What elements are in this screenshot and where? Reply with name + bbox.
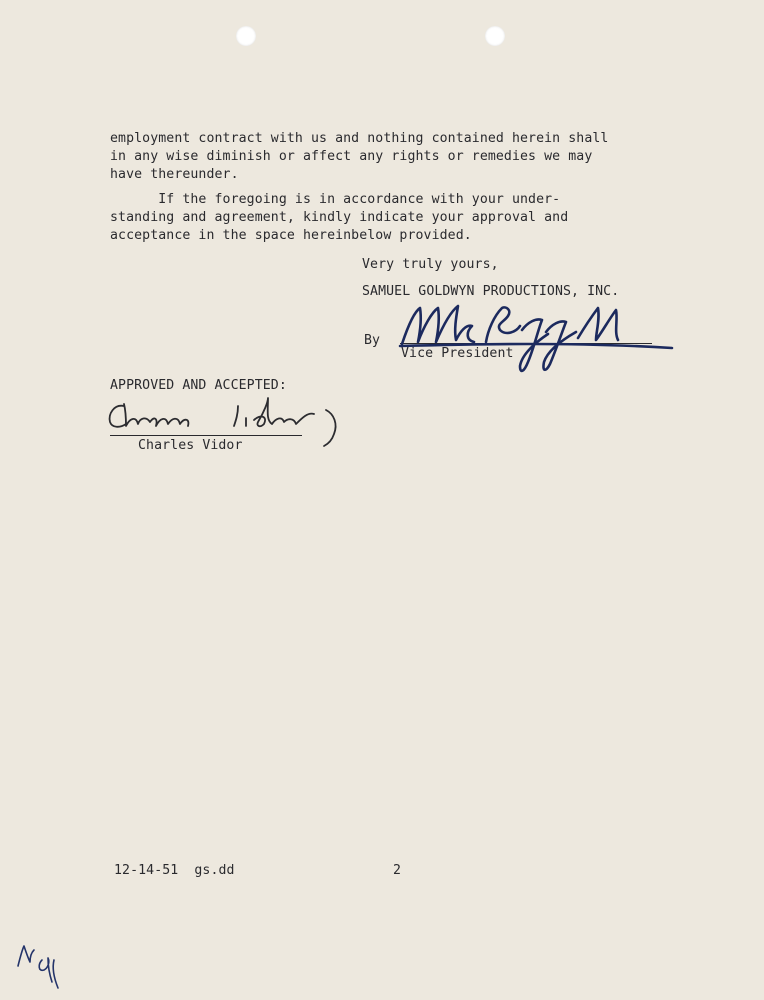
footer-code: 12-14-51 gs.dd [114,863,235,878]
signature-stroke-5 [578,308,618,340]
punch-hole-left [236,26,256,46]
paragraph-2-line-2: standing and agreement, kindly indicate your approval and [110,210,569,225]
paragraph-1-line-2: in any wise diminish or affect any rights or remedies we may [110,149,593,164]
paragraph-1-line-3: have thereunder. [110,167,239,182]
approver-signature-line [110,435,302,436]
approver-stroke-3 [234,406,246,426]
approver-stroke-5 [324,410,336,446]
approver-stroke-2 [124,404,188,426]
by-label: By [364,333,381,348]
signature-stroke-3 [520,319,548,370]
approval-heading: APPROVED AND ACCEPTED: [110,378,287,393]
signer-title: Vice President [401,346,514,361]
paragraph-2-line-1: If the foregoing is in accordance with your under- [110,192,561,207]
page-number: 2 [393,863,402,878]
signature-stroke-4 [543,321,576,369]
corner-mark-stroke-2 [39,958,58,988]
company-name: SAMUEL GOLDWYN PRODUCTIONS, INC. [362,284,620,299]
corner-mark-stroke-1 [18,946,34,966]
paragraph-1-line-1: employment contract with us and nothing contained herein shall [110,131,609,146]
approver-name: Charles Vidor [138,438,243,453]
signature-stroke-2 [486,307,520,342]
corner-handwritten-mark [10,938,68,996]
signature-stroke-1 [402,306,474,344]
punch-hole-right [485,26,505,46]
paragraph-2-line-3: acceptance in the space hereinbelow provided. [110,228,472,243]
vice-president-signature [396,296,686,382]
closing-salutation: Very truly yours, [362,257,499,272]
vice-president-signature-line [400,343,652,344]
approver-stroke-1 [110,406,126,427]
approver-stroke-4 [254,398,314,426]
